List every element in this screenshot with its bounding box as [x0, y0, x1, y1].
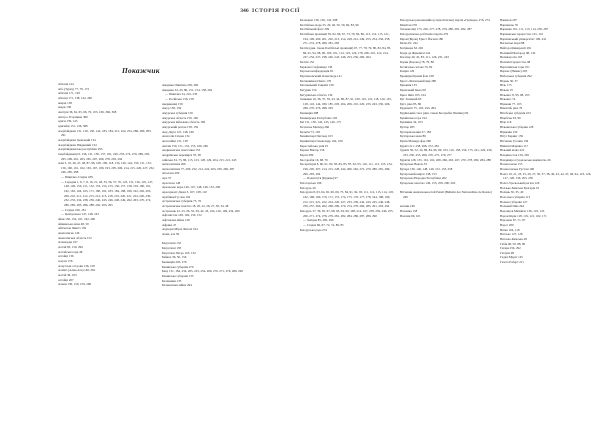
- index-entry: Волоська губернія 113: [500, 194, 531, 199]
- book-title: ІСТОРІЯ РОСІЇ: [252, 8, 300, 14]
- index-entry: Владивосток 159, 265: [500, 153, 530, 158]
- index-entry: — Подністр'я (Буджак) 97: [303, 176, 338, 181]
- index-entry: Ботнічська затока 79, 82: [400, 64, 433, 69]
- index-entry: Біром (Бірон) Ернст Йоганн 180: [400, 36, 444, 41]
- index-entry: Аральське море 146, 147, 148, 149, 153, 290: [162, 185, 221, 190]
- index-entry: Баку 131, 184, 234, 265, 223, 254, 269, 270, 271, 276, 280, 299: [162, 269, 243, 274]
- index-entry: Азія 3, 16, 46, 47, 48, 87, 96, 108, 109, 118, 134, 146, 144, 150, 151, 153, 156, 160, 161, 162, 163, 167, 180, 193, 205, 206, 214, 215, 226, 227, 232, 246, 285, 288: [58, 161, 155, 175]
- index-entry: Вільнюс 74: [500, 97, 516, 102]
- index-entry: Амурська губернія 159: [162, 110, 193, 115]
- index-entry: Балакірев 136, 136, 143, 288: [300, 18, 338, 22]
- index-entry: Волзько-Камська Булгарія 19: [500, 185, 539, 190]
- index-entry: Вергшинські гори 101: [500, 64, 530, 69]
- index-entry: Верхнє (Нижнє) 203: [500, 69, 528, 74]
- index-entry: Вейтер-Ціммераніт 291: [500, 45, 532, 50]
- index-entry: Вавилон 207: [500, 18, 517, 22]
- index-entry: Бухарська Народна Республіка 262: [400, 176, 447, 181]
- index-entry: Вітус Беринг 159: [500, 134, 523, 139]
- index-entry: Бернат Віктор 156: [300, 148, 325, 153]
- index-entry: Гаджі-Мурат 145: [500, 255, 523, 260]
- index-entry: Амурська військова область 169: [162, 120, 206, 125]
- index-entry: Балтійський флот 209: [300, 27, 330, 32]
- index-entry: азійська 34, 75, 86, 115, 123, 128, 129, 204, 215, 221, 243: [162, 157, 237, 162]
- index-entry: Бодрі де Жуковичі 244: [400, 50, 431, 55]
- index-entry: Астраханське ханство 18, 20, 22, 26, 27, 30, 34, 48: [162, 204, 229, 209]
- index-entry: Вітчизни національностей Pensії (Bulletin des Nationalities de Russie) 269: [400, 190, 492, 199]
- index-entry: Білогорська 196: [300, 180, 322, 185]
- index-entry: Бугі, ріка 85, 86: [400, 101, 421, 106]
- index-entry: Балакеяни 135: [162, 278, 182, 283]
- index-entry: Воронцов Михайло 136, 143, 145: [500, 208, 545, 213]
- index-entry: антисемітизм 77, 209, 232, 214, 224, 263, 239, 266, 287: [162, 166, 235, 171]
- index-entry: Алматі (Алма-Ата) 146, 262: [58, 268, 96, 273]
- index-entry: Алтай 83, 150, 299: [58, 244, 83, 249]
- index-entry: Білоруська рада 274: [300, 227, 327, 232]
- index-entry: Варнавськ 76: [500, 22, 518, 27]
- index-entry: Воронеж 67, 71, 87: [500, 218, 526, 223]
- index-entry: Бесараберія 8, 60, 61, 82, 83, 84, 85, 87, 92, 95, 110, 111, 113, 125, 134, 199, 205, 207, 214, 215, 228, 242, 260, 262, 275, 279, 280, 281, 289, 290, 293, 294: [300, 162, 393, 176]
- index-entry: Беннінгвері Олександр 104, 109: [300, 139, 343, 144]
- index-entry: Бертн 289: [300, 153, 314, 158]
- index-entry: Владиміро-Суздальське князівство 26: [500, 157, 551, 162]
- index-entry: Богатир 49, 45, 83, 111, 126, 231, 243: [400, 55, 449, 60]
- index-entry: Вірмени 77, 103: [500, 101, 522, 106]
- index-entry: Баграташі 132: [162, 241, 181, 246]
- index-entry: Балтійські провінції 59, 62, 66, 67, 73, 79, 84, 86, 113, 114, 115, 121, 194, 199, 200, 201, 202, 213, 214, 228, 241, 249, 253, 254, 256, 258, 271, 274, 278, 280, 281, 283: [300, 31, 391, 46]
- index-entry: — Північно-Східна 189: [61, 175, 93, 180]
- index-entry: Ану-Дар'я 147, 148, 169: [162, 129, 194, 134]
- index-entry: Варшава 101, 111, 113, 114, 256, 287: [500, 27, 549, 32]
- index-entry: — Центральна 147, 148, 163: [61, 212, 99, 217]
- index-entry: Віль 173: [500, 83, 512, 88]
- page-number: 346: [240, 8, 249, 14]
- index-column-right-2: [400, 18, 495, 218]
- index-entry: Бухара 136, 146, 148, 149, 152, 153, 258: [400, 167, 453, 171]
- index-entry: Бісма Р.І. 242: [400, 41, 418, 46]
- index-entry: Азербайджанська республіка 293: [58, 147, 103, 152]
- index-entry: Ворот 200: [500, 222, 514, 227]
- index-entry: Акмолінськ 146: [58, 231, 80, 235]
- index-entry: американці 159: [162, 101, 183, 106]
- index-entry: Буг Західний 63: [400, 97, 422, 102]
- index-entry: Башкирія 205, 276: [162, 259, 187, 264]
- index-entry: Борки (Борово) 78, 79, 80: [400, 59, 434, 64]
- index-entry: Вікентій, ріка 79: [500, 106, 523, 111]
- index-entry: Вольний Піва 264: [500, 204, 524, 209]
- index-entry: Буквінська гора 194: [400, 115, 427, 120]
- index-entry: Ахма, ала 39: [162, 232, 180, 236]
- index-column-left-1: [58, 82, 156, 287]
- index-entry: алтайці 267: [58, 277, 74, 282]
- index-entry: буряти 36, 52, 34, 86, 84, 96, 99, 103, 116, 158, 159, 175, 221, 229, 230, 233, 250, 255, 269, 270, 275, 276, 277: [400, 148, 493, 158]
- index-entry: Батурин 154: [300, 87, 317, 92]
- index-entry: Будапешт 75, 103, 243, 284: [400, 106, 436, 111]
- index-entry: Білоруська революційна (соціалістична) партія «Громада» 276, 274: [400, 18, 490, 22]
- index-entry: Булгарська мова 86: [400, 134, 426, 139]
- index-entry: Віцебськ 93, 99: [500, 115, 521, 120]
- right-page: [300, 0, 600, 424]
- index-entry: Варшавське герцогство 101, 110: [500, 31, 543, 36]
- index-entry: Ворон Кірін 118, 119, 121, 162, 171: [500, 213, 547, 218]
- index-entry: Буряті 211, 258, 268, 272, 281: [400, 143, 440, 148]
- index-entry: Вільний шлях 222: [500, 148, 525, 153]
- index-entry: Анатолія Східна 134: [162, 134, 190, 139]
- index-entry: авари 138: [58, 105, 71, 110]
- index-entry: Айкимська мова 48, 50: [58, 221, 89, 226]
- index-entry: Вільнюс 8, 93, 98, 103: [500, 92, 530, 97]
- index-entry: Батененький Гавриїл 139: [300, 83, 334, 88]
- index-entry: Газета Роберт 211: [500, 260, 524, 265]
- index-entry: Басманніков Павло 176: [300, 78, 332, 83]
- index-entry: Бєлєнськ Махмуд 266: [300, 125, 330, 130]
- index-entry: Балтійське море 25, 29, 40, 50, 59, 60, 83, 90: [300, 22, 359, 27]
- index-entry: Бухарське ханство 146, 153, 258, 290, 292: [400, 180, 456, 185]
- index-entry: Гаґари 256, 292: [500, 246, 521, 251]
- index-entry: — Східна 169, 181: [61, 207, 86, 212]
- index-entry: Башкирська Республіка 103: [300, 115, 337, 120]
- index-entry: Білорусинська робітнича партія 279: [400, 31, 449, 36]
- index-entry: Америка Північна 236, 269: [162, 83, 199, 87]
- index-entry: Брест-Литовський мир 280: [400, 78, 437, 83]
- index-entry: Альпи 136, 159, 159, 269: [58, 282, 91, 287]
- index-entry: Бімаїтан 276: [400, 22, 417, 27]
- index-entry: Багратіоні 183: [162, 245, 182, 250]
- index-entry: башкири 16, 36, 37, 39, 43, 44, 86, 87, 91, 100, 101, 110, 118, 120, 125, 128, 143, 144, 180, 185, 203, 204, 209, 210, 220, 233, 243, 250, 266, 269, 270, 276, 288, 293: [300, 97, 392, 111]
- index-entry: Астрахань 22, 23, 26, 32, 39, 42, 43, 104, 126, 199, 234, 260: [162, 208, 240, 213]
- index-entry: Балтія 152: [300, 59, 314, 64]
- index-entry: адигейці 131, 136, 389: [58, 123, 88, 128]
- index-entry: алеути 158: [58, 258, 73, 263]
- index-entry: Бранський Іван 210: [400, 87, 427, 92]
- index-column-right-1: [300, 18, 394, 232]
- index-entry: Акмолінська область 152: [58, 235, 92, 240]
- index-entry: Бухарське Веюла 33: [400, 162, 427, 167]
- index-entry: Абхазія 144: [58, 82, 74, 86]
- index-entry: Беї 131, 136, 143, 145, 146, 175: [300, 120, 341, 125]
- index-entry: Беннінгвері Пеглаер 103: [300, 134, 333, 139]
- index-entry: Амурська область 159, 169: [162, 115, 198, 120]
- index-column-left-2: [162, 83, 256, 288]
- index-entry: Величія Герцогство 98: [500, 59, 531, 64]
- index-entry: Афганістан 148, 149, 150, 152: [162, 213, 202, 218]
- index-entry: Бранцірм Бракні фон 108: [400, 73, 434, 78]
- index-entry: — Північна 34, 216, 233: [165, 92, 198, 97]
- index-entry: Гаґаузи 98: [500, 250, 514, 255]
- index-entry: Амурський регіон 158, 159: [162, 124, 199, 129]
- index-entry: Відень 36, 37: [500, 78, 518, 83]
- index-entry: Айтматов Чингіз 159: [58, 226, 87, 231]
- index-entry: Вознесенська Рустам 196: [500, 167, 535, 171]
- index-entry: — Російська 156, 158: [165, 96, 194, 101]
- index-title: Покажчик: [122, 66, 160, 75]
- index-entry: — Західна 85, 285, 290: [303, 218, 334, 223]
- index-entry: Ара 37: [162, 176, 172, 181]
- index-entry: Брюкнія 133: [400, 83, 417, 88]
- index-entry: Бобрікова М. 202: [400, 45, 424, 50]
- index-entry: Віче 116: [500, 120, 512, 125]
- index-entry: Булгарія-великі 27, 183: [400, 129, 432, 134]
- index-entry: Білорусія 8, 63, 64, 65, 66, 69, 73, 84, 91, 92, 93, 111, 112, 113, 114, 118, 162, 168, 169, 170, 171, 172, 174, 175, 176, 177, 178, 194, 198, 199, 212, 215, 221, 222, 224, 226, 227, 233, 239, 242, 243, 245, 246, 248, 256, 257, 260, 262, 268, 269, 270, 274, 278, 284, 285, 291, 293, 294: [300, 190, 394, 209]
- index-entry: Вірменія 150: [500, 129, 518, 134]
- index-entry: Волинь 30, 35, 40: [500, 190, 524, 195]
- index-entry: Англія 150, 151, 152, 155, 166, 260: [162, 143, 208, 148]
- index-entry: Вазоніка 158: [400, 208, 418, 213]
- index-entry: Арасахан 148: [162, 180, 181, 185]
- running-header: [0, 8, 300, 14]
- index-entry: Астраханська губернія 75, 76: [162, 199, 202, 204]
- index-entry: Вознесенськ 155: [500, 162, 523, 167]
- index-entry: Великий Новгород 98, 134: [500, 50, 536, 55]
- index-entry: Вятсько 127, 128: [500, 232, 523, 237]
- index-entry: айни 136, 154, 161, 162, 290: [58, 217, 96, 222]
- index-entry: Балакенська війна 294: [162, 283, 192, 288]
- index-entry: Алеутські острови 136, 158: [58, 263, 95, 268]
- index-entry: Бунін Махмуд-фон 266: [400, 139, 431, 144]
- index-entry: Вольна губернія 127: [500, 199, 528, 204]
- index-entry: Вегенські моря 88: [500, 41, 525, 46]
- index-entry: Амур 158, 159: [162, 106, 182, 111]
- index-entry: Балтія (див. також Балтійські провінції) 67, 77, 78, 79, 80, 82, 84, 85, 86, 91, 94, 98, 99, 100, 101, 114, 123, 129, 178, 200, 201, 212, 214, 227, 234, 237, 238, 240, 243, 246, 253, 256, 260, 264: [300, 45, 392, 60]
- index-entry: Арасеркопт Джан 3, 107, 108, 110: [162, 190, 207, 195]
- index-entry: Алтай 36, 163: [58, 272, 77, 277]
- index-entry: Вільнюська губернія 128: [500, 125, 534, 130]
- index-entry: Білорусь 26: [300, 185, 316, 190]
- index-entry: Бухарський емірат 148, 153: [400, 171, 437, 176]
- index-entry: Бельтія 73, 193: [300, 129, 320, 134]
- index-entry: Афганська війна 128: [162, 218, 190, 223]
- index-entry: Алтайські гори 48: [58, 249, 83, 254]
- index-column-right-3: [500, 18, 594, 265]
- index-entry: Вятсько-Камська 48: [500, 236, 527, 241]
- index-entry: аварці 138: [58, 100, 72, 105]
- index-entry: азербайджанці 6, 136, 131, 136, 137, 181, 229, 233, 274, 279, 289, 293, 295, 209, 261, 263, 265, 267, 269, 278, 293, 294: [58, 151, 150, 161]
- index-entry: адиги 139, 145: [58, 119, 78, 124]
- index-entry: Барклая Стефаніяда 136: [300, 64, 333, 69]
- index-entry: Волго-Уральський регіон 126: [500, 180, 540, 185]
- index-entry: Великоросія 103: [500, 55, 523, 60]
- index-entry: Брюс Якіх 103, 104: [400, 92, 426, 97]
- index-entry: Бакинська губернія 135: [162, 273, 194, 278]
- index-entry: Бакинська губернія 270: [162, 264, 194, 269]
- index-entry: Байкал 36, 50, 156: [162, 255, 187, 260]
- index-entry: Андижанське повстання 155: [162, 148, 201, 153]
- index-entry: Барська конфедерація 65: [300, 69, 334, 74]
- index-entry: Варшавський університет 109, 241: [500, 36, 547, 41]
- index-entry: Батурінська область 139: [300, 92, 333, 97]
- index-entry: Вятка 104, 118: [500, 227, 520, 232]
- index-entry: Аполлон 209: [162, 171, 180, 176]
- index-entry: Австро-Угорщина 366: [58, 114, 88, 119]
- index-entry: — Середня 1, 6, 7, 8, 16, 21, 28, 33, 36, 37, 76, 123, 131, 136, 145, 147, 148, 149, 150, 151, 152, 153, 154, 155, 156, 157, 158, 159, 160, 161, 162, 163, 164, 165, 171, 180, 181, 183, 184, 188, 189, 192, 202, 205, 209, 210, 211, 212, 213, 214, 215, 218, 219, 220, 221, 224, 226, 230, 232, 233, 234, 238, 239, 240, 243, 246, 248, 249, 262, 263, 270, 272, 280, 283, 285, 286, 288, 292, 293, 295: [61, 179, 154, 208]
- index-entry: Азербайджан Південний 134: [58, 142, 97, 147]
- index-entry: Азербайджан 131, 136, 130, 142, 183, 184, 215, 224, 254, 286, 280, 283, 291: [58, 128, 152, 138]
- index-entry: Абхазія 171, 193: [58, 91, 80, 96]
- index-entry: Арабіяни Гуслан 104: [162, 194, 191, 199]
- index-entry: Америка 34, 43, 86, 151, 154, 158, 262: [162, 87, 213, 92]
- index-entry: Алашорди 197: [58, 240, 78, 245]
- index-entry: Берестейська унія 91: [300, 143, 329, 148]
- index-entry: Габія 48, 50, 88, 99: [500, 241, 526, 246]
- index-entry: абхазці 171, 138, 142, 260: [58, 95, 92, 100]
- index-entry: алтайці 136: [58, 254, 74, 259]
- index-entry: Букмиша 34, 103: [400, 120, 423, 125]
- index-entry: Боярія 126: [400, 69, 415, 74]
- index-entry: Африка 47: [162, 222, 177, 227]
- index-entry: Бурятія 128, 135, 161, 162, 269, 266, 263, 267, 270, 278, 280, 284, 288: [400, 157, 491, 162]
- index-entry: Виборзька губернія 292: [500, 73, 532, 78]
- index-entry: Вікінгія Маріяна 117: [500, 143, 528, 148]
- index-entry: Вітчизна Гусаків 136: [500, 139, 529, 144]
- index-entry: Бартеньєвський Олександр 141: [300, 73, 342, 78]
- index-entry: анатолійці 131, 138: [162, 138, 188, 143]
- index-entry: Австрія 36, 62, 65, 66, 70, 103, 169, 366, 368: [58, 109, 117, 114]
- index-entry: Волга 16, 21, 23, 25, 26, 27, 30, 37, 38, 40, 43, 44, 47, 48, 64, 123, 126, 127, 128, 136, 205, 230: [500, 171, 592, 181]
- index-entry: Андріївське перемир'я 33, 38: [162, 152, 201, 157]
- index-entry: Булгар 285: [400, 125, 415, 130]
- index-entry: Будівський союз (див. також Бесарабія Пізніше) 82: [400, 111, 469, 116]
- index-entry: Ахундов Мірза Фаталі 194: [162, 227, 198, 232]
- index-entry: Білорусь 37, 39, 65, 67, 68, 93, 94, 99, 108, 214, 227, 238, 239, 240, 255, 260, 271, 274, 278, 279, 281, 282, 284, 286, 287, 289, 290: [300, 208, 394, 218]
- index-entry: Вільна 25: [500, 87, 513, 92]
- index-entry: Валахія 99, 101: [400, 213, 421, 218]
- index-entry: Бессарабія 16, 68, 76: [300, 157, 328, 162]
- index-entry: Башкирія 288: [300, 111, 319, 116]
- index-entry: — Східна 66, 67, 72, 74, 86, 85: [303, 222, 344, 227]
- index-entry: Багратіон Петро 103, 132: [162, 250, 196, 255]
- index-entry: антисемітизм 266: [162, 162, 186, 167]
- index-entry: вагоми 169: [400, 204, 415, 209]
- index-entry: білоконопці 175, 226, 277, 278, 279, 280, 281, 282, 287: [400, 27, 472, 32]
- index-entry: Вітебська губернія 103: [500, 111, 531, 116]
- index-entry: Або (Турку) 77, 79, 172: [58, 86, 90, 91]
- index-entry: Азербайджан Іранський 134: [58, 137, 96, 142]
